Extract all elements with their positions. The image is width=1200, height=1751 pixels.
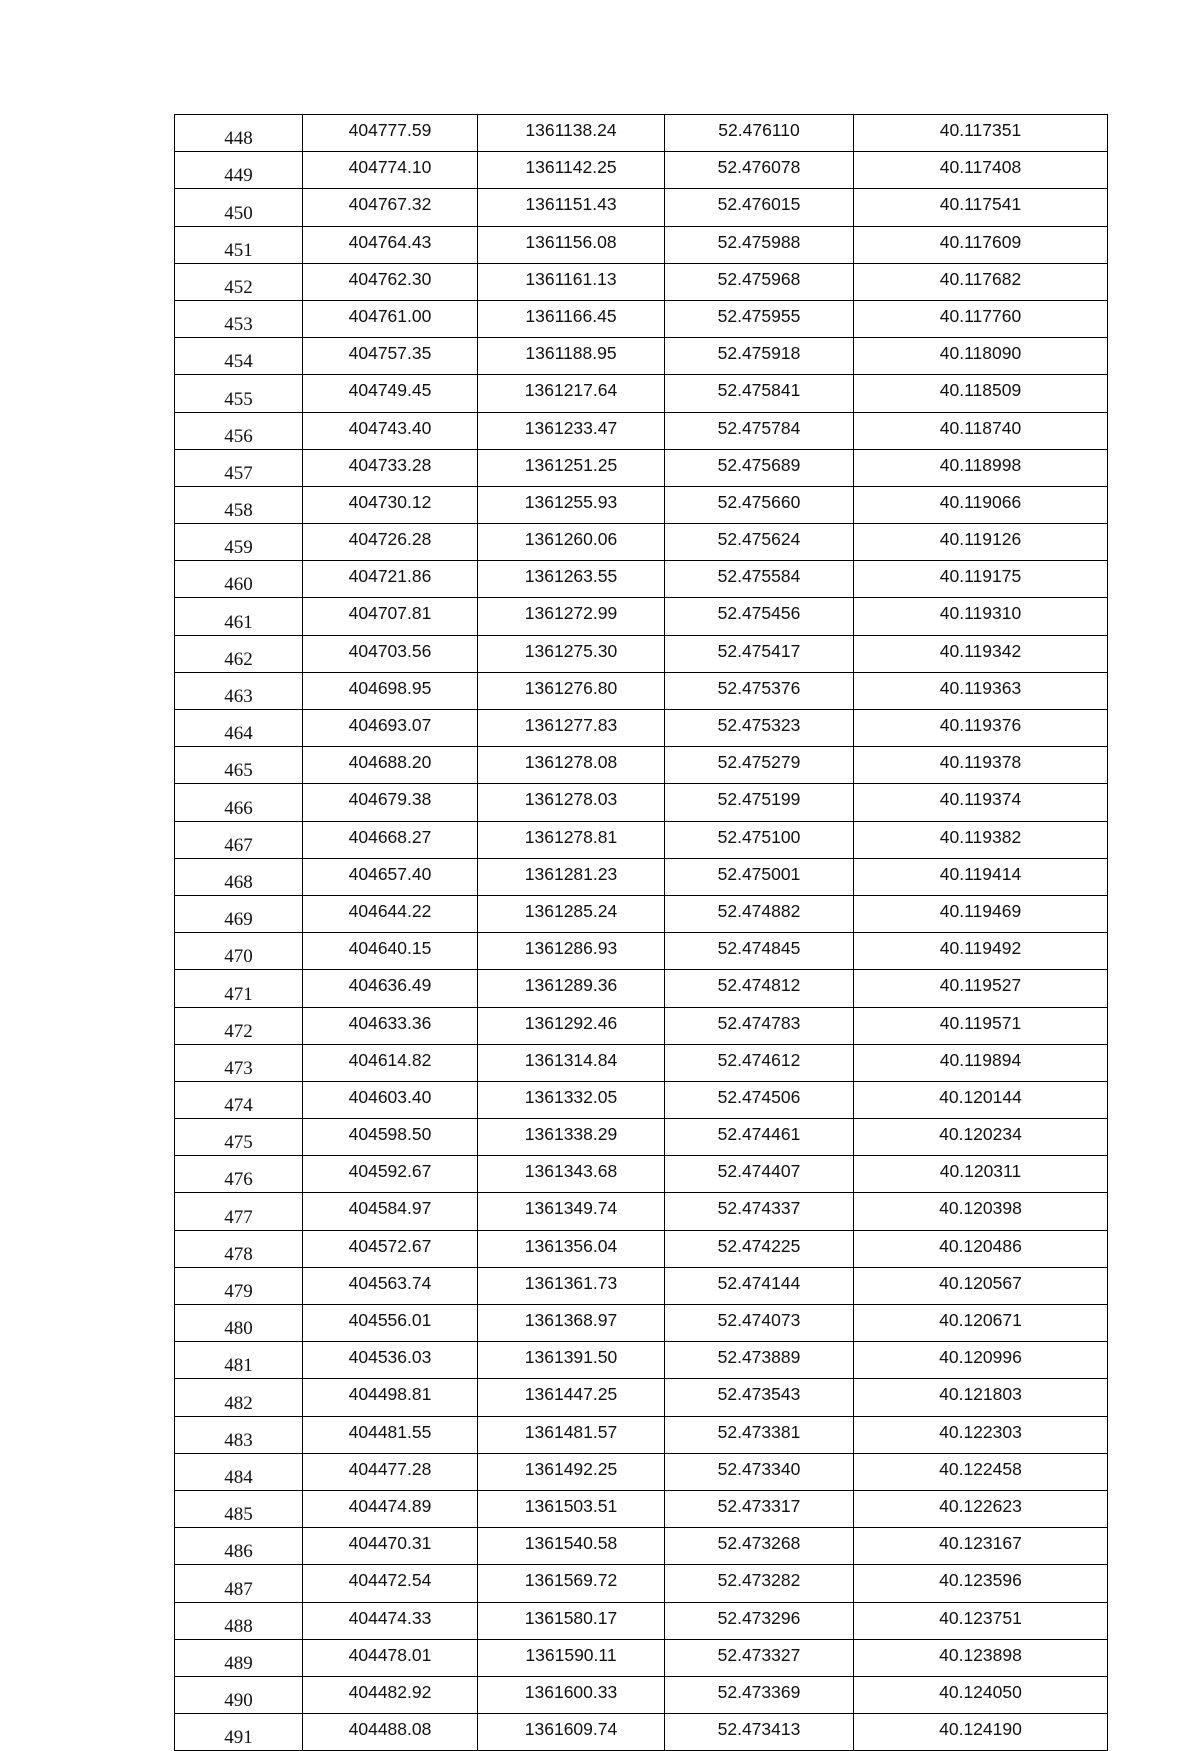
table-row <box>175 115 1108 152</box>
y-coordinate-cell: 1361217.64 <box>478 375 665 412</box>
table-row <box>175 338 1108 375</box>
longitude-cell: 40.119126 <box>854 524 1108 561</box>
table-row <box>175 449 1108 486</box>
longitude-cell: 40.122623 <box>854 1490 1108 1527</box>
latitude-cell: 52.475456 <box>665 598 854 635</box>
point-number-cell: 450 <box>175 189 303 226</box>
y-coordinate-cell: 1361590.11 <box>478 1639 665 1676</box>
latitude-cell: 52.475323 <box>665 710 854 747</box>
x-coordinate-cell: 404726.28 <box>303 524 478 561</box>
table-row <box>175 375 1108 412</box>
latitude-cell: 52.475988 <box>665 226 854 263</box>
x-coordinate-cell: 404777.59 <box>303 115 478 152</box>
x-coordinate-cell: 404688.20 <box>303 747 478 784</box>
longitude-cell: 40.120398 <box>854 1193 1108 1230</box>
x-coordinate-cell: 404498.81 <box>303 1379 478 1416</box>
y-coordinate-cell: 1361292.46 <box>478 1007 665 1044</box>
table-row <box>175 1639 1108 1676</box>
point-number-cell: 478 <box>175 1230 303 1267</box>
longitude-cell: 40.118740 <box>854 412 1108 449</box>
point-number-cell: 484 <box>175 1453 303 1490</box>
table-row <box>175 1602 1108 1639</box>
longitude-cell: 40.119571 <box>854 1007 1108 1044</box>
latitude-cell: 52.474073 <box>665 1305 854 1342</box>
longitude-cell: 40.119414 <box>854 858 1108 895</box>
y-coordinate-cell: 1361600.33 <box>478 1676 665 1713</box>
y-coordinate-cell: 1361278.03 <box>478 784 665 821</box>
longitude-cell: 40.117408 <box>854 152 1108 189</box>
table-row <box>175 1453 1108 1490</box>
longitude-cell: 40.119066 <box>854 486 1108 523</box>
point-number-cell: 476 <box>175 1156 303 1193</box>
x-coordinate-cell: 404572.67 <box>303 1230 478 1267</box>
y-coordinate-cell: 1361161.13 <box>478 263 665 300</box>
point-number-cell: 457 <box>175 449 303 486</box>
x-coordinate-cell: 404679.38 <box>303 784 478 821</box>
latitude-cell: 52.474783 <box>665 1007 854 1044</box>
table-row <box>175 672 1108 709</box>
longitude-cell: 40.119469 <box>854 895 1108 932</box>
longitude-cell: 40.117682 <box>854 263 1108 300</box>
point-number-cell: 472 <box>175 1007 303 1044</box>
latitude-cell: 52.475841 <box>665 375 854 412</box>
longitude-cell: 40.123167 <box>854 1528 1108 1565</box>
longitude-cell: 40.117541 <box>854 189 1108 226</box>
x-coordinate-cell: 404478.01 <box>303 1639 478 1676</box>
point-number-cell: 455 <box>175 375 303 412</box>
y-coordinate-cell: 1361263.55 <box>478 561 665 598</box>
point-number-cell: 483 <box>175 1416 303 1453</box>
table-row <box>175 635 1108 672</box>
longitude-cell: 40.119527 <box>854 970 1108 1007</box>
y-coordinate-cell: 1361166.45 <box>478 300 665 337</box>
latitude-cell: 52.474506 <box>665 1081 854 1118</box>
y-coordinate-cell: 1361481.57 <box>478 1416 665 1453</box>
x-coordinate-cell: 404762.30 <box>303 263 478 300</box>
latitude-cell: 52.473889 <box>665 1342 854 1379</box>
latitude-cell: 52.475689 <box>665 449 854 486</box>
latitude-cell: 52.474461 <box>665 1119 854 1156</box>
longitude-cell: 40.118090 <box>854 338 1108 375</box>
x-coordinate-cell: 404698.95 <box>303 672 478 709</box>
y-coordinate-cell: 1361492.25 <box>478 1453 665 1490</box>
longitude-cell: 40.119492 <box>854 933 1108 970</box>
point-number-cell: 467 <box>175 821 303 858</box>
longitude-cell: 40.120234 <box>854 1119 1108 1156</box>
y-coordinate-cell: 1361569.72 <box>478 1565 665 1602</box>
table-row <box>175 1230 1108 1267</box>
longitude-cell: 40.120144 <box>854 1081 1108 1118</box>
latitude-cell: 52.473296 <box>665 1602 854 1639</box>
point-number-cell: 452 <box>175 263 303 300</box>
y-coordinate-cell: 1361314.84 <box>478 1044 665 1081</box>
longitude-cell: 40.117351 <box>854 115 1108 152</box>
point-number-cell: 471 <box>175 970 303 1007</box>
latitude-cell: 52.475918 <box>665 338 854 375</box>
x-coordinate-cell: 404636.49 <box>303 970 478 1007</box>
point-number-cell: 479 <box>175 1267 303 1304</box>
point-number-cell: 466 <box>175 784 303 821</box>
x-coordinate-cell: 404644.22 <box>303 895 478 932</box>
longitude-cell: 40.124190 <box>854 1714 1108 1751</box>
latitude-cell: 52.473268 <box>665 1528 854 1565</box>
x-coordinate-cell: 404693.07 <box>303 710 478 747</box>
x-coordinate-cell: 404474.33 <box>303 1602 478 1639</box>
y-coordinate-cell: 1361142.25 <box>478 152 665 189</box>
x-coordinate-cell: 404536.03 <box>303 1342 478 1379</box>
x-coordinate-cell: 404472.54 <box>303 1565 478 1602</box>
x-coordinate-cell: 404614.82 <box>303 1044 478 1081</box>
x-coordinate-cell: 404774.10 <box>303 152 478 189</box>
y-coordinate-cell: 1361156.08 <box>478 226 665 263</box>
longitude-cell: 40.122458 <box>854 1453 1108 1490</box>
latitude-cell: 52.474882 <box>665 895 854 932</box>
longitude-cell: 40.123596 <box>854 1565 1108 1602</box>
y-coordinate-cell: 1361338.29 <box>478 1119 665 1156</box>
longitude-cell: 40.117760 <box>854 300 1108 337</box>
x-coordinate-cell: 404767.32 <box>303 189 478 226</box>
point-number-cell: 451 <box>175 226 303 263</box>
y-coordinate-cell: 1361361.73 <box>478 1267 665 1304</box>
table-row <box>175 895 1108 932</box>
x-coordinate-cell: 404477.28 <box>303 1453 478 1490</box>
x-coordinate-cell: 404488.08 <box>303 1714 478 1751</box>
y-coordinate-cell: 1361151.43 <box>478 189 665 226</box>
table-row <box>175 858 1108 895</box>
latitude-cell: 52.473317 <box>665 1490 854 1527</box>
y-coordinate-cell: 1361277.83 <box>478 710 665 747</box>
latitude-cell: 52.476015 <box>665 189 854 226</box>
latitude-cell: 52.474407 <box>665 1156 854 1193</box>
latitude-cell: 52.474144 <box>665 1267 854 1304</box>
x-coordinate-cell: 404640.15 <box>303 933 478 970</box>
y-coordinate-cell: 1361233.47 <box>478 412 665 449</box>
latitude-cell: 52.476110 <box>665 115 854 152</box>
point-number-cell: 485 <box>175 1490 303 1527</box>
longitude-cell: 40.118509 <box>854 375 1108 412</box>
point-number-cell: 460 <box>175 561 303 598</box>
x-coordinate-cell: 404470.31 <box>303 1528 478 1565</box>
point-number-cell: 464 <box>175 710 303 747</box>
point-number-cell: 481 <box>175 1342 303 1379</box>
table-row <box>175 412 1108 449</box>
x-coordinate-cell: 404757.35 <box>303 338 478 375</box>
x-coordinate-cell: 404730.12 <box>303 486 478 523</box>
point-number-cell: 465 <box>175 747 303 784</box>
longitude-cell: 40.119376 <box>854 710 1108 747</box>
point-number-cell: 475 <box>175 1119 303 1156</box>
longitude-cell: 40.119894 <box>854 1044 1108 1081</box>
point-number-cell: 470 <box>175 933 303 970</box>
point-number-cell: 463 <box>175 672 303 709</box>
y-coordinate-cell: 1361332.05 <box>478 1081 665 1118</box>
longitude-cell: 40.121803 <box>854 1379 1108 1416</box>
table-row <box>175 747 1108 784</box>
table-row <box>175 1379 1108 1416</box>
x-coordinate-cell: 404743.40 <box>303 412 478 449</box>
point-number-cell: 474 <box>175 1081 303 1118</box>
y-coordinate-cell: 1361447.25 <box>478 1379 665 1416</box>
table-row <box>175 1416 1108 1453</box>
latitude-cell: 52.475624 <box>665 524 854 561</box>
longitude-cell: 40.120996 <box>854 1342 1108 1379</box>
table-row <box>175 1490 1108 1527</box>
table-row <box>175 598 1108 635</box>
table-row <box>175 784 1108 821</box>
y-coordinate-cell: 1361580.17 <box>478 1602 665 1639</box>
point-number-cell: 473 <box>175 1044 303 1081</box>
point-number-cell: 456 <box>175 412 303 449</box>
point-number-cell: 482 <box>175 1379 303 1416</box>
y-coordinate-cell: 1361281.23 <box>478 858 665 895</box>
y-coordinate-cell: 1361540.58 <box>478 1528 665 1565</box>
coordinates-table <box>174 114 1108 1751</box>
latitude-cell: 52.473327 <box>665 1639 854 1676</box>
table-row <box>175 710 1108 747</box>
point-number-cell: 490 <box>175 1676 303 1713</box>
longitude-cell: 40.119374 <box>854 784 1108 821</box>
table-row <box>175 189 1108 226</box>
y-coordinate-cell: 1361349.74 <box>478 1193 665 1230</box>
latitude-cell: 52.475417 <box>665 635 854 672</box>
latitude-cell: 52.473413 <box>665 1714 854 1751</box>
x-coordinate-cell: 404584.97 <box>303 1193 478 1230</box>
table-row <box>175 226 1108 263</box>
point-number-cell: 477 <box>175 1193 303 1230</box>
latitude-cell: 52.476078 <box>665 152 854 189</box>
y-coordinate-cell: 1361368.97 <box>478 1305 665 1342</box>
table-row <box>175 300 1108 337</box>
point-number-cell: 458 <box>175 486 303 523</box>
table-row <box>175 1044 1108 1081</box>
longitude-cell: 40.120486 <box>854 1230 1108 1267</box>
point-number-cell: 449 <box>175 152 303 189</box>
x-coordinate-cell: 404657.40 <box>303 858 478 895</box>
table-row <box>175 486 1108 523</box>
point-number-cell: 459 <box>175 524 303 561</box>
x-coordinate-cell: 404592.67 <box>303 1156 478 1193</box>
latitude-cell: 52.473369 <box>665 1676 854 1713</box>
latitude-cell: 52.473543 <box>665 1379 854 1416</box>
longitude-cell: 40.119342 <box>854 635 1108 672</box>
latitude-cell: 52.474612 <box>665 1044 854 1081</box>
table-row <box>175 1156 1108 1193</box>
y-coordinate-cell: 1361503.51 <box>478 1490 665 1527</box>
x-coordinate-cell: 404482.92 <box>303 1676 478 1713</box>
point-number-cell: 480 <box>175 1305 303 1342</box>
latitude-cell: 52.475784 <box>665 412 854 449</box>
table-row <box>175 1528 1108 1565</box>
table-row <box>175 1007 1108 1044</box>
y-coordinate-cell: 1361609.74 <box>478 1714 665 1751</box>
longitude-cell: 40.118998 <box>854 449 1108 486</box>
table-row <box>175 933 1108 970</box>
table-row <box>175 263 1108 300</box>
table-row <box>175 970 1108 1007</box>
y-coordinate-cell: 1361272.99 <box>478 598 665 635</box>
table-row <box>175 561 1108 598</box>
latitude-cell: 52.473282 <box>665 1565 854 1602</box>
point-number-cell: 486 <box>175 1528 303 1565</box>
latitude-cell: 52.475584 <box>665 561 854 598</box>
latitude-cell: 52.475100 <box>665 821 854 858</box>
latitude-cell: 52.475968 <box>665 263 854 300</box>
x-coordinate-cell: 404474.89 <box>303 1490 478 1527</box>
latitude-cell: 52.474225 <box>665 1230 854 1267</box>
table-row <box>175 524 1108 561</box>
table-body <box>175 115 1108 1751</box>
table-row <box>175 1267 1108 1304</box>
longitude-cell: 40.120567 <box>854 1267 1108 1304</box>
longitude-cell: 40.119175 <box>854 561 1108 598</box>
y-coordinate-cell: 1361276.80 <box>478 672 665 709</box>
latitude-cell: 52.474845 <box>665 933 854 970</box>
x-coordinate-cell: 404703.56 <box>303 635 478 672</box>
x-coordinate-cell: 404598.50 <box>303 1119 478 1156</box>
point-number-cell: 454 <box>175 338 303 375</box>
x-coordinate-cell: 404707.81 <box>303 598 478 635</box>
table-row <box>175 1119 1108 1156</box>
point-number-cell: 468 <box>175 858 303 895</box>
table-row <box>175 1714 1108 1751</box>
x-coordinate-cell: 404633.36 <box>303 1007 478 1044</box>
y-coordinate-cell: 1361138.24 <box>478 115 665 152</box>
x-coordinate-cell: 404603.40 <box>303 1081 478 1118</box>
point-number-cell: 448 <box>175 115 303 152</box>
point-number-cell: 487 <box>175 1565 303 1602</box>
latitude-cell: 52.475955 <box>665 300 854 337</box>
x-coordinate-cell: 404721.86 <box>303 561 478 598</box>
y-coordinate-cell: 1361343.68 <box>478 1156 665 1193</box>
latitude-cell: 52.475279 <box>665 747 854 784</box>
x-coordinate-cell: 404761.00 <box>303 300 478 337</box>
table-row <box>175 1342 1108 1379</box>
point-number-cell: 453 <box>175 300 303 337</box>
x-coordinate-cell: 404481.55 <box>303 1416 478 1453</box>
latitude-cell: 52.475376 <box>665 672 854 709</box>
table-row <box>175 1193 1108 1230</box>
latitude-cell: 52.475660 <box>665 486 854 523</box>
y-coordinate-cell: 1361285.24 <box>478 895 665 932</box>
x-coordinate-cell: 404733.28 <box>303 449 478 486</box>
y-coordinate-cell: 1361251.25 <box>478 449 665 486</box>
y-coordinate-cell: 1361275.30 <box>478 635 665 672</box>
longitude-cell: 40.122303 <box>854 1416 1108 1453</box>
x-coordinate-cell: 404749.45 <box>303 375 478 412</box>
point-number-cell: 488 <box>175 1602 303 1639</box>
point-number-cell: 469 <box>175 895 303 932</box>
y-coordinate-cell: 1361255.93 <box>478 486 665 523</box>
x-coordinate-cell: 404563.74 <box>303 1267 478 1304</box>
longitude-cell: 40.119310 <box>854 598 1108 635</box>
longitude-cell: 40.120311 <box>854 1156 1108 1193</box>
latitude-cell: 52.475001 <box>665 858 854 895</box>
longitude-cell: 40.123751 <box>854 1602 1108 1639</box>
longitude-cell: 40.124050 <box>854 1676 1108 1713</box>
longitude-cell: 40.119382 <box>854 821 1108 858</box>
latitude-cell: 52.475199 <box>665 784 854 821</box>
y-coordinate-cell: 1361391.50 <box>478 1342 665 1379</box>
y-coordinate-cell: 1361278.81 <box>478 821 665 858</box>
latitude-cell: 52.474337 <box>665 1193 854 1230</box>
longitude-cell: 40.119363 <box>854 672 1108 709</box>
table-row <box>175 1676 1108 1713</box>
latitude-cell: 52.473340 <box>665 1453 854 1490</box>
latitude-cell: 52.474812 <box>665 970 854 1007</box>
latitude-cell: 52.473381 <box>665 1416 854 1453</box>
point-number-cell: 461 <box>175 598 303 635</box>
table-row <box>175 1081 1108 1118</box>
table-row <box>175 1565 1108 1602</box>
y-coordinate-cell: 1361260.06 <box>478 524 665 561</box>
y-coordinate-cell: 1361278.08 <box>478 747 665 784</box>
point-number-cell: 491 <box>175 1714 303 1751</box>
y-coordinate-cell: 1361286.93 <box>478 933 665 970</box>
x-coordinate-cell: 404556.01 <box>303 1305 478 1342</box>
x-coordinate-cell: 404764.43 <box>303 226 478 263</box>
table-row <box>175 821 1108 858</box>
y-coordinate-cell: 1361188.95 <box>478 338 665 375</box>
longitude-cell: 40.119378 <box>854 747 1108 784</box>
point-number-cell: 489 <box>175 1639 303 1676</box>
longitude-cell: 40.123898 <box>854 1639 1108 1676</box>
point-number-cell: 462 <box>175 635 303 672</box>
x-coordinate-cell: 404668.27 <box>303 821 478 858</box>
y-coordinate-cell: 1361289.36 <box>478 970 665 1007</box>
longitude-cell: 40.120671 <box>854 1305 1108 1342</box>
y-coordinate-cell: 1361356.04 <box>478 1230 665 1267</box>
table-row <box>175 1305 1108 1342</box>
longitude-cell: 40.117609 <box>854 226 1108 263</box>
table-row <box>175 152 1108 189</box>
